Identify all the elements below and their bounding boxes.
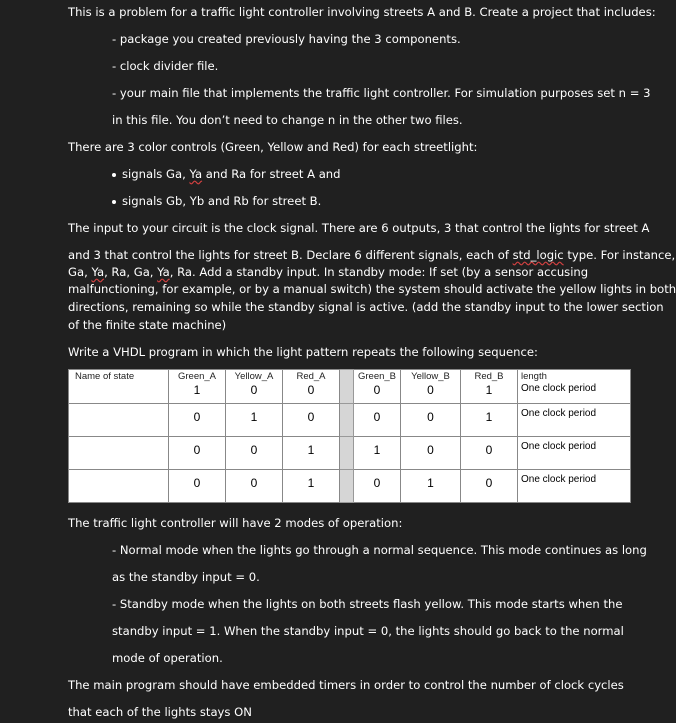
value-rb: 1	[485, 410, 493, 424]
para1-line1: The input to your circuit is the clock signal. There are 6 outputs, 3 that control the lights for street A	[68, 221, 650, 235]
state-sequence-table	[68, 369, 631, 503]
standby-mode-line1: - Standby mode when the lights on both streets flash yellow. This mode starts when the	[112, 597, 623, 611]
p3-ya-2: Ya	[157, 265, 170, 279]
standby-mode-line2: standby input = 1. When the standby input = 0, the lights should go back to the normal	[112, 624, 624, 638]
bullet-street-a	[112, 167, 341, 181]
std-logic-word: std_logic	[512, 248, 564, 262]
value-gb: 0	[373, 383, 381, 397]
value-ya: 0	[250, 443, 258, 457]
value-ya: 0	[250, 383, 258, 397]
para1-line4: malfunctioning, for example, or by a manual switch) the system should activate the yellow lights in both	[68, 282, 676, 296]
normal-mode-line1: - Normal mode when the lights go through a normal sequence. This mode continues as long	[112, 543, 647, 557]
value-length: One clock period	[518, 437, 631, 470]
value-rb: 0	[485, 476, 493, 490]
name-cell	[69, 404, 169, 437]
length-cell	[518, 370, 631, 404]
standby-mode-line3: mode of operation.	[112, 651, 223, 665]
para1-line3	[68, 265, 588, 279]
header-name: Name of state	[75, 371, 135, 382]
value-yb: 0	[427, 410, 434, 424]
ga-cell	[169, 370, 226, 404]
para1-line5: directions, remaining so while the standby signal is active. (add the standby input to the lower section	[68, 300, 664, 314]
gb-cell	[354, 370, 401, 404]
separator-column	[340, 437, 354, 470]
value-ga: 0	[193, 476, 201, 490]
value-gb: 0	[373, 476, 381, 490]
timers-line1: The main program should have embedded timers in order to control the number of clock cycles	[68, 678, 624, 692]
modes-intro: The traffic light controller will have 2 modes of operation:	[68, 516, 403, 530]
header-green-b: Green_B	[357, 371, 397, 382]
value-ya: 1	[250, 410, 258, 424]
value-rb: 0	[485, 443, 493, 457]
rb-cell	[461, 370, 518, 404]
bullet-dot	[112, 173, 116, 177]
value-rb: 1	[485, 383, 493, 397]
header-red-b: Red_B	[474, 371, 504, 382]
table-row	[69, 437, 631, 470]
separator-column	[340, 370, 354, 404]
bullet-street-b	[112, 194, 321, 208]
table-row	[69, 370, 631, 404]
name-cell	[69, 470, 169, 503]
p3-ya-1: Ya	[91, 265, 105, 279]
header-green-a: Green_A	[177, 371, 217, 382]
value-ra: 1	[307, 476, 315, 490]
signals-a-post: and Ra for street A and	[202, 167, 341, 181]
normal-mode-line2: as the standby input = 0.	[112, 570, 260, 584]
value-yb: 0	[427, 443, 434, 457]
signals-a-pre: signals Ga,	[122, 167, 190, 181]
para1-line2	[68, 248, 675, 262]
header-red-a: Red_A	[296, 371, 326, 382]
value-ga: 0	[193, 443, 201, 457]
separator-column	[340, 404, 354, 437]
header-yellow-a: Yellow_A	[234, 371, 274, 382]
colors-intro: There are 3 color controls (Green, Yellow and Red) for each streetlight:	[68, 140, 478, 154]
value-ra: 0	[307, 383, 315, 397]
para1-line2-pre: and 3 that control the lights for street B. Declare 6 different signals, each of	[68, 248, 513, 262]
item-clock-divider: - clock divider file.	[112, 59, 219, 73]
header-yellow-b: Yellow_B	[411, 371, 450, 382]
table-row	[69, 470, 631, 503]
bullet-dot	[112, 200, 116, 204]
value-ra: 0	[307, 410, 315, 424]
name-cell	[69, 370, 169, 404]
signals-b-text: signals Gb, Yb and Rb for street B.	[122, 194, 322, 208]
timers-line2: that each of the lights stays ON	[68, 705, 252, 719]
value-ga: 0	[193, 410, 201, 424]
value-yb: 0	[427, 383, 434, 397]
name-cell	[69, 437, 169, 470]
p3-a: Ga,	[68, 265, 92, 279]
ya-cell	[226, 370, 283, 404]
value-gb: 1	[373, 443, 381, 457]
header-length: length	[521, 371, 547, 382]
vhdl-intro: Write a VHDL program in which the light pattern repeats the following sequence:	[68, 345, 538, 359]
item-package: - package you created previously having the 3 components.	[112, 32, 461, 46]
para1-line2-post: type. For instance,	[563, 248, 676, 262]
ra-cell	[283, 370, 340, 404]
p3-e: , Ra. Add a standby input. In standby mode: If set (by a sensor accusing	[169, 265, 589, 279]
value-gb: 0	[373, 410, 381, 424]
item-main-file: - your main file that implements the traffic light controller. For simulation purposes set n = 3	[112, 86, 651, 100]
value-ya: 0	[250, 476, 258, 490]
value-yb: 1	[427, 476, 434, 490]
yb-cell	[401, 370, 461, 404]
value-length: One clock period	[518, 404, 631, 437]
value-ra: 1	[307, 443, 315, 457]
p3-c: , Ra, Ga,	[104, 265, 158, 279]
signals-a-ya: Ya	[189, 167, 203, 181]
value-ga: 1	[193, 383, 201, 397]
para1-line6: of the finite state machine)	[68, 318, 227, 332]
value-length: One clock period	[521, 383, 597, 394]
separator-column	[340, 470, 354, 503]
table-row	[69, 404, 631, 437]
value-length: One clock period	[518, 470, 631, 503]
item-main-file-cont: in this file. You don’t need to change n in the other two files.	[112, 113, 463, 127]
intro-text: This is a problem for a traffic light controller involving streets A and B. Create a project that includes:	[68, 5, 656, 19]
